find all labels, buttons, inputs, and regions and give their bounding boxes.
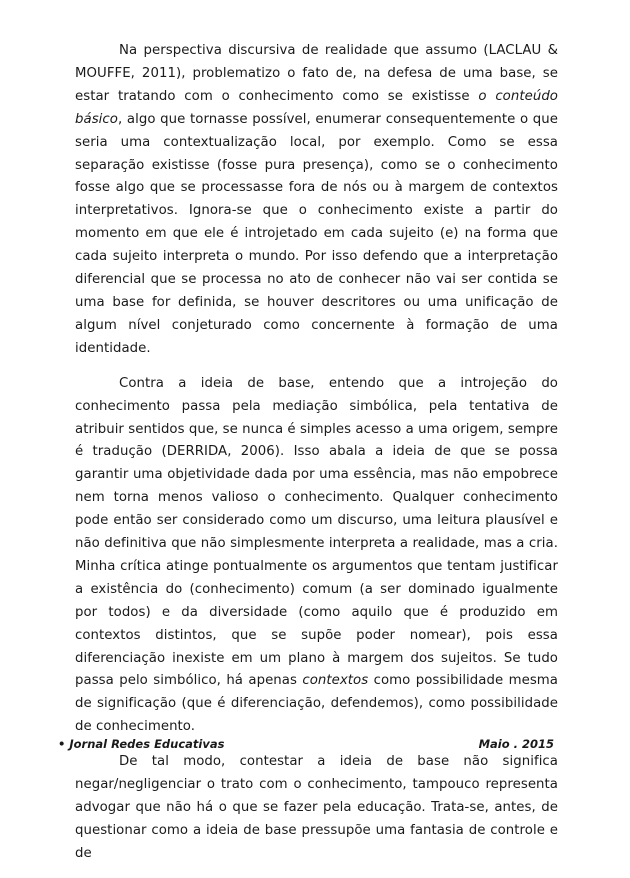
paragraph-1-italic-term: o conteúdo básico [75, 88, 558, 127]
paragraph-1 [75, 40, 558, 361]
paragraph-1-part-2: , algo que tornasse possível, enumerar consequentemente o que seria uma contextualização local, por exemplo. Como se essa separação existisse (fosse pura presença), como se o conhecimento fosse algo que se processasse fora de nós ou à margem de contextos interpretativos. Ignora-se que o conhecimento existe a partir do momento em que ele é introjetado em cada sujeito (e) na forma que cada sujeito interpreta o mundo. Por isso defendo que a interpretação diferencial que se processa no ato de conhecer não vai ser contida se uma base for definida, se houver descritores ou uma unificação de algum nível conjeturado como concernente à formação de uma identidade. [75, 111, 558, 356]
paragraph-2-italic-term: contextos [302, 673, 369, 689]
journal-name: Jornal Redes Educativas [69, 737, 225, 751]
paragraph-1-part-1: Na perspectiva discursiva de realidade que assumo (LACLAU & MOUFFE, 2011), problematizo o fato de, na defesa de uma base, se estar tratando com o conhecimento como se existisse [75, 43, 558, 104]
paragraph-2-part-1: Contra a ideia de base, entendo que a introjeção do conhecimento passa pela mediação simbólica, pela tentativa de atribuir sentidos que, se nunca é simples acesso a uma origem, sempre é tradução (DERRIDA, 2006). Isso abala a ideia de que se possa garantir uma objetividade dada por uma essência, mas não empobrece nem torna menos valioso o conhecimento. Qualquer conhecimento pode então ser considerado como um discurso, uma leitura plausível e não definitiva que não simplesmente interpreta a realidade, mas a cria. Minha crítica atinge pontualmente os argumentos que tentam justificar a existência do (conhecimento) comum (a ser dominado igualmente por todos) e da diversidade (como aquilo que é produzido em contextos distintos, que se supõe poder nomear), pois essa diferenciação inexiste em um plano à margem dos sujeitos. Se tudo passa pelo simbólico, há apenas [75, 375, 558, 689]
paragraph-2 [75, 373, 558, 740]
bullet-icon: • [58, 737, 66, 751]
paragraph-2-part-2: como possibilidade mesma de significação (que é diferenciação, defendemos), como possibilidade de conhecimento. [75, 673, 559, 735]
paragraph-3 [75, 751, 558, 866]
document-body [75, 40, 558, 878]
footer-journal [58, 737, 224, 751]
paragraph-3-part-1: De tal modo, contestar a ideia de base não significa negar/negligenciar o trato com o conhecimento, tampouco representa advogar que não há o que se fazer pela educação. Trata-se, antes, de questionar como a ideia de base pressupõe uma fantasia de controle e de [75, 754, 558, 861]
footer-date: Maio . 2015 [478, 737, 554, 751]
